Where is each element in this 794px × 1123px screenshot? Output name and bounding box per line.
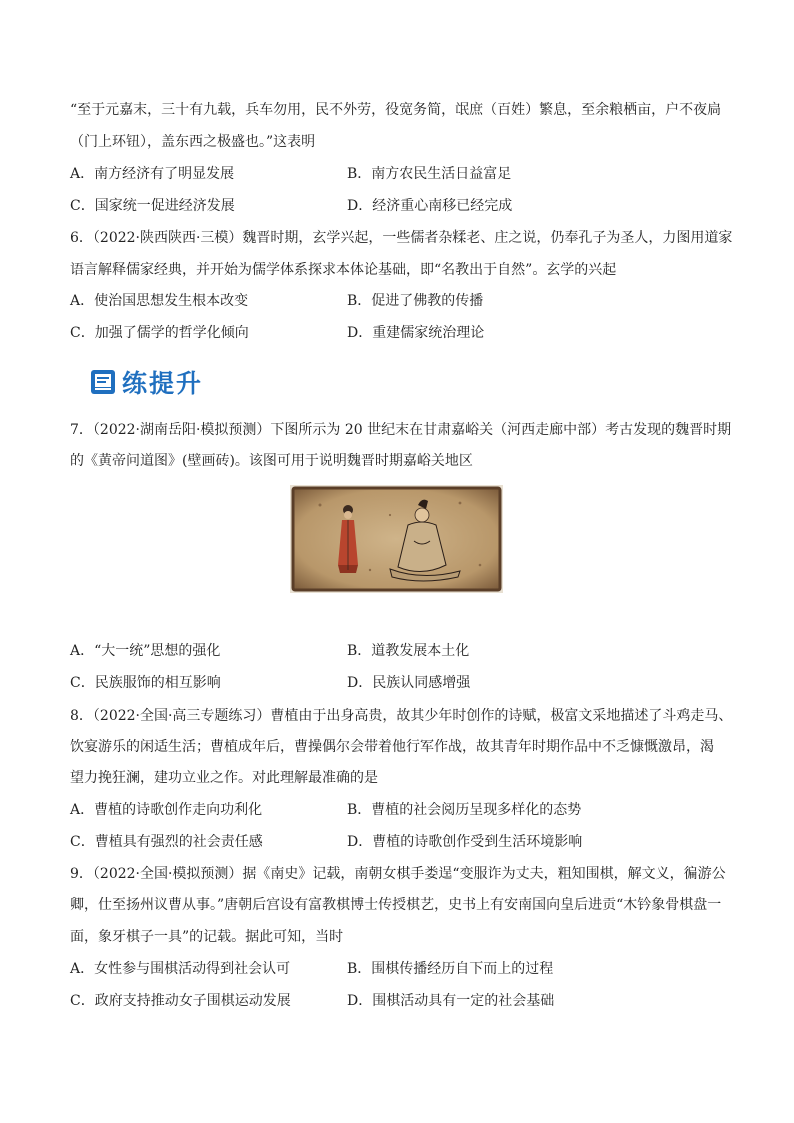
q8-stem-line-2: 饮宴游乐的闲适生活；曹植成年后，曹操偶尔会带着他行军作战，故其青年时期作品中不乏慷慨激昂，渴 xyxy=(70,739,714,755)
book-icon xyxy=(90,369,116,395)
q7-option-d: D．民族认同感增强 xyxy=(347,675,471,691)
q7-option-a: A．“大一统”思想的强化 xyxy=(70,643,221,659)
q5-stem-line-2: （门上环钮），盖东西之极盛也。”这表明 xyxy=(70,134,316,150)
q6-stem-line-2: 语言解释儒家经典，并开始为儒学体系探求本体论基础，即“名教出于自然”。玄学的兴起 xyxy=(70,262,617,278)
q7-stem-line-1: 7．（2022·湖南岳阳·模拟预测）下图所示为 20 世纪末在甘肃嘉峪关（河西走廊中部）考古发现的魏晋时期 xyxy=(70,422,732,438)
mural-brick-image xyxy=(290,485,503,593)
q6-option-d: D．重建儒家统治理论 xyxy=(347,325,485,341)
q5-option-b: B．南方农民生活日益富足 xyxy=(347,166,512,182)
q8-option-a: A．曹植的诗歌创作走向功利化 xyxy=(70,802,263,818)
q9-option-d: D．围棋活动具有一定的社会基础 xyxy=(347,993,555,1009)
q8-stem-line-1: 8．（2022·全国·高三专题练习）曹植由于出身高贵，故其少年时创作的诗赋，极富文采地描述了斗鸡走马、 xyxy=(70,708,733,724)
section-title: 练提升 xyxy=(122,369,204,398)
q6-option-c: C．加强了儒学的哲学化倾向 xyxy=(70,325,249,341)
q8-option-d: D．曹植的诗歌创作受到生活环境影响 xyxy=(347,834,583,850)
q8-option-b: B．曹植的社会阅历呈现多样化的态势 xyxy=(347,802,582,818)
q7-stem-line-2: 的《黄帝问道图》(壁画砖)。该图可用于说明魏晋时期嘉峪关地区 xyxy=(70,453,473,469)
q9-option-c: C．政府支持推动女子围棋运动发展 xyxy=(70,993,291,1009)
q8-option-c: C．曹植具有强烈的社会责任感 xyxy=(70,834,263,850)
q5-option-c: C．国家统一促进经济发展 xyxy=(70,198,235,214)
q9-option-b: B．围棋传播经历自下而上的过程 xyxy=(347,961,554,977)
q9-stem-line-3: 面，象牙棋子一具”的记载。据此可知，当时 xyxy=(70,929,344,945)
q8-stem-line-3: 望力挽狂澜，建功立业之作。对此理解最准确的是 xyxy=(70,770,378,786)
section-heading xyxy=(90,366,203,398)
q6-stem-line-1: 6．（2022·陕西陕西·三模）魏晋时期，玄学兴起，一些儒者杂糅老、庄之说，仍奉孔子为圣人，力图用道家 xyxy=(70,230,733,246)
q9-option-a: A．女性参与围棋活动得到社会认可 xyxy=(70,961,291,977)
q5-option-a: A．南方经济有了明显发展 xyxy=(70,166,235,182)
q5-option-d: D．经济重心南移已经完成 xyxy=(347,198,513,214)
q7-option-b: B．道教发展本土化 xyxy=(347,643,470,659)
q7-option-c: C．民族服饰的相互影响 xyxy=(70,675,221,691)
q9-stem-line-2: 卿，仕至扬州议曹从事。”唐朝后宫设有富教棋博士传授棋艺，史书上有安南国向皇后进贡“木钤象骨棋盘一 xyxy=(70,897,722,913)
q9-stem-line-1: 9．（2022·全国·模拟预测）据《南史》记载，南朝女棋手娄逞“变服诈为丈夫，粗知围棋，解文义，徧游公 xyxy=(70,866,726,882)
q6-option-a: A．使治国思想发生根本改变 xyxy=(70,293,249,309)
q6-option-b: B．促进了佛教的传播 xyxy=(347,293,484,309)
q5-stem-line-1: “至于元嘉末，三十有九载，兵车勿用，民不外劳，役宽务简，氓庶（百姓）繁息，至余粮栖亩，户不夜扃 xyxy=(70,102,722,118)
